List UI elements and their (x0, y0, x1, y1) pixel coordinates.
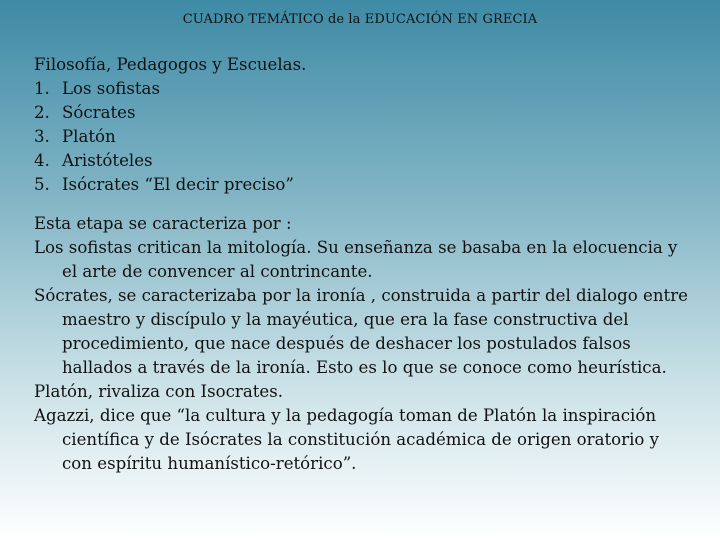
list-item-number: 1. (34, 79, 50, 98)
topics-heading: Filosofía, Pedagogos y Escuelas. (34, 55, 307, 74)
list-item-number: 2. (34, 103, 50, 122)
platon-paragraph: Platón, rivaliza con Isocrates. (34, 382, 283, 401)
list-item-number: 3. (34, 127, 50, 146)
list-item-number: 5. (34, 175, 50, 194)
socrates-paragraph: Sócrates, se caracterizaba por la ironía , construida a partir del dialogo entre maestro y discípulo y la mayéutica, que era la fase constructiva del procedimiento, que nace después de deshacer los postulados falsos hallados a través de la ironía. Esto es lo que se conoce como heurística. (34, 286, 688, 377)
list-item-text: Platón (62, 127, 116, 146)
body-text (34, 212, 694, 476)
list-item (34, 173, 694, 197)
list-item (34, 101, 694, 125)
list-item (34, 77, 694, 101)
list-item (34, 149, 694, 173)
sofistas-paragraph: Los sofistas critican la mitología. Su enseñanza se basaba en la elocuencia y el arte de convencer al contrincante. (34, 238, 678, 281)
list-item (34, 125, 694, 149)
list-item-text: Sócrates (62, 103, 136, 122)
list-item-text: Isócrates “El decir preciso” (62, 175, 294, 194)
list-item-text: Los sofistas (62, 79, 160, 98)
list-item-number: 4. (34, 151, 50, 170)
topics-list (34, 77, 694, 197)
intro-paragraph: Esta etapa se caracteriza por : (34, 214, 292, 233)
agazzi-paragraph: Agazzi, dice que “la cultura y la pedagogía toman de Platón la inspiración científica y de Isócrates la constitución académica de origen oratorio y con espíritu humanístico-retórico”. (34, 406, 660, 473)
slide-title: CUADRO TEMÁTICO de la EDUCACIÓN EN GRECIA (182, 12, 538, 27)
list-item-text: Aristóteles (62, 151, 153, 170)
topics-block (34, 53, 694, 197)
